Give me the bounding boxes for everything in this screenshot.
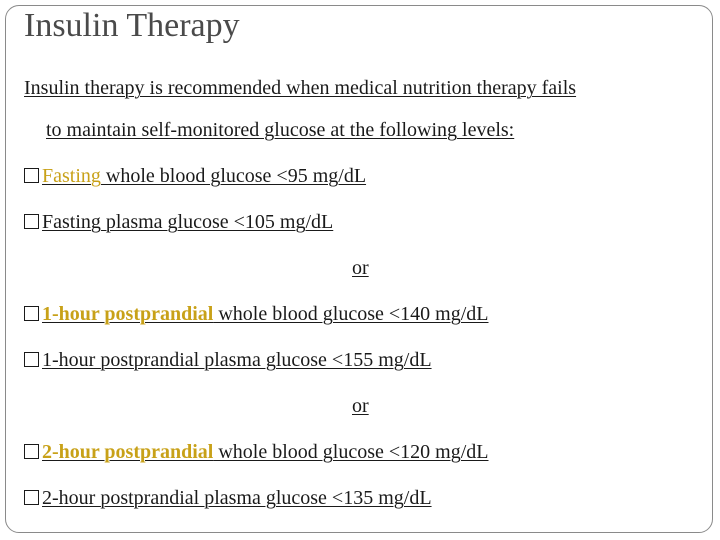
- checkbox-square-icon: [24, 306, 39, 321]
- criterion-text: whole blood glucose <140 mg/dL: [213, 303, 489, 325]
- highlight-term: Fasting: [42, 165, 101, 187]
- criterion-2h-plasma: [24, 486, 432, 510]
- criterion-text: whole blood glucose <95 mg/dL: [100, 165, 367, 187]
- criterion-text: 2-hour postprandial plasma glucose <135 mg/dL: [42, 487, 432, 509]
- highlight-term: 1-hour postprandial: [42, 303, 214, 325]
- checkbox-square-icon: [24, 214, 39, 229]
- checkbox-square-icon: [24, 444, 39, 459]
- criterion-2h-whole-blood: [24, 440, 489, 464]
- criterion-text: Fasting plasma glucose <105 mg/dL: [42, 211, 334, 233]
- intro-line-2: to maintain self-monitored glucose at the following levels:: [46, 119, 515, 141]
- checkbox-square-icon: [24, 352, 39, 367]
- slide-title: Insulin Therapy: [24, 7, 240, 44]
- criterion-1h-plasma: [24, 348, 432, 372]
- checkbox-square-icon: [24, 490, 39, 505]
- highlight-term: 2-hour postprandial: [42, 441, 214, 463]
- checkbox-square-icon: [24, 168, 39, 183]
- criterion-text: 1-hour postprandial plasma glucose <155 mg/dL: [42, 349, 432, 371]
- intro-line-1: Insulin therapy is recommended when medical nutrition therapy fails: [24, 77, 577, 99]
- or-separator: or: [352, 257, 369, 279]
- criterion-fasting-plasma: [24, 210, 333, 234]
- or-separator: or: [352, 395, 369, 417]
- criterion-1h-whole-blood: [24, 302, 489, 326]
- criterion-text: whole blood glucose <120 mg/dL: [213, 441, 489, 463]
- criterion-fasting-whole-blood: [24, 164, 366, 188]
